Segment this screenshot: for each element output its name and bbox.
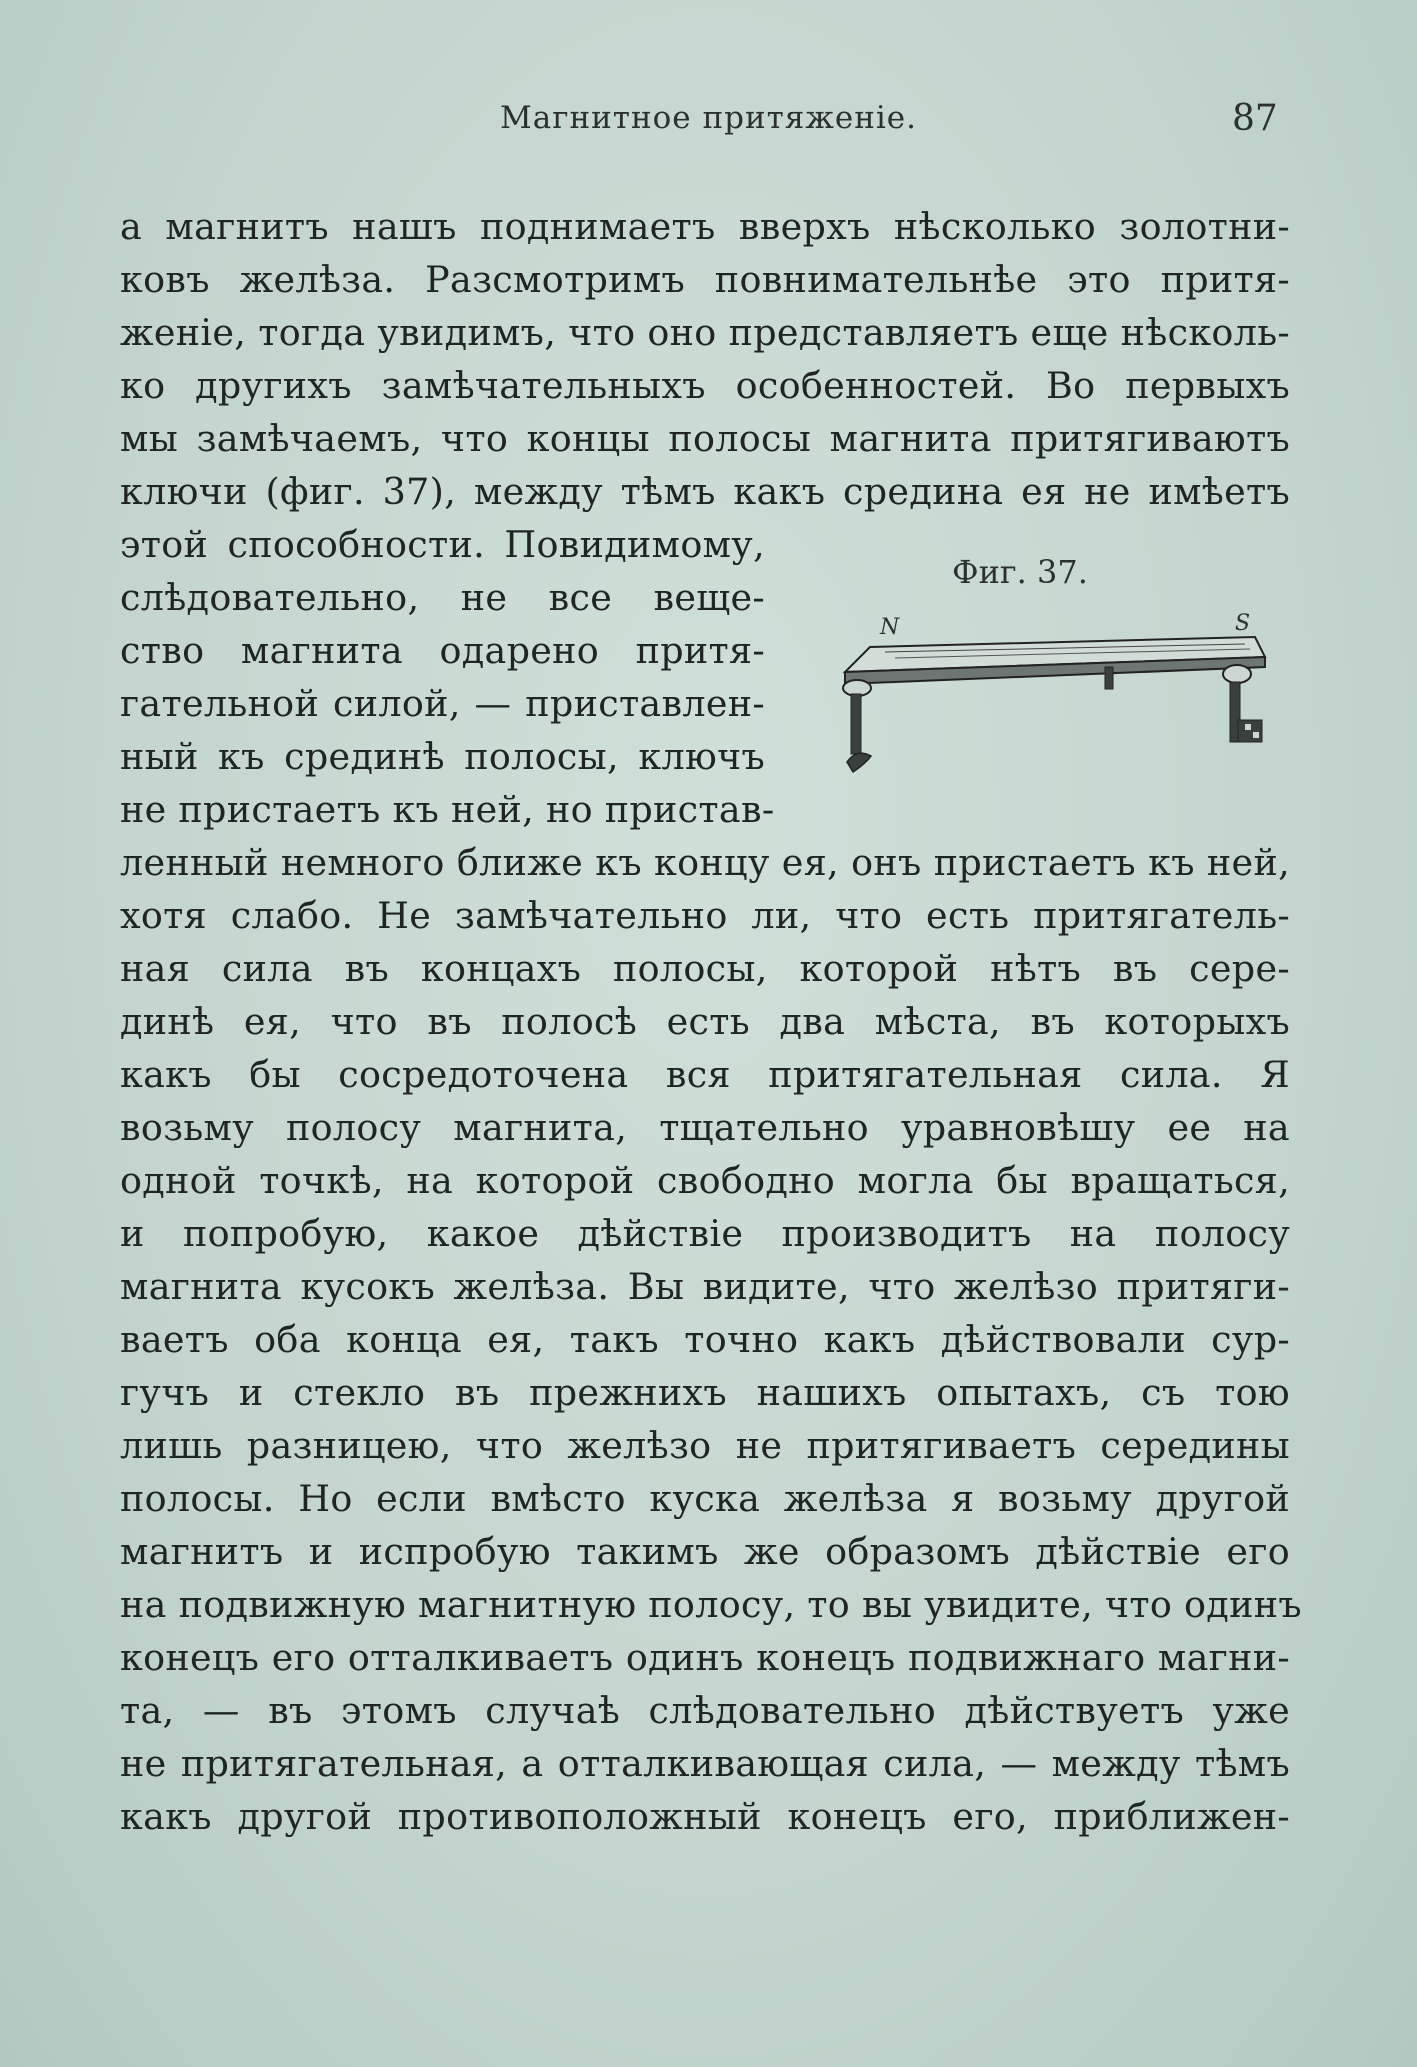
text-line: слѣдовательно, не все веще-	[120, 576, 765, 619]
text-line: какъ другой противоположный конецъ его, приближен-	[120, 1795, 1290, 1838]
text-line: ная сила въ концахъ полосы, которой нѣтъ въ серe-	[120, 947, 1290, 990]
left-key-bit	[847, 753, 871, 772]
right-key-bit	[1238, 720, 1262, 742]
text-line: хотя слабо. Не замѣчательно ли, что есть притягатель-	[120, 894, 1290, 937]
figure-caption: Фиг. 37.	[952, 553, 1088, 591]
text-line: гательной силой, — приставлен-	[120, 682, 765, 725]
text-line: полосы. Но если вмѣсто куска желѣза я возьму другой	[120, 1477, 1290, 1520]
text-line: женіе, тогда увидимъ, что оно представляетъ еще нѣсколь-	[120, 311, 1290, 354]
middle-key	[1105, 667, 1113, 689]
text-line: конецъ его отталкиваетъ одинъ конецъ подвижнаго магни-	[120, 1636, 1290, 1679]
text-line: лишь разницею, что желѣзо не притягиваетъ середины	[120, 1424, 1290, 1467]
text-line: ный къ срединѣ полосы, ключъ	[120, 735, 765, 778]
text-line: та, — въ этомъ случаѣ слѣдовательно дѣйствуетъ уже	[120, 1689, 1290, 1732]
text-line: ковъ желѣза. Разсмотримъ повнимательнѣе это притя-	[120, 258, 1290, 301]
text-line: ключи (фиг. 37), между тѣмъ какъ средина ея не имѣетъ	[120, 470, 1290, 513]
text-line: какъ бы сосредоточена вся притягательная сила. Я	[120, 1053, 1290, 1096]
text-line: мы замѣчаемъ, что концы полосы магнита притягиваютъ	[120, 417, 1290, 460]
page-number: 87	[1232, 98, 1278, 139]
text-line: магнита кусокъ желѣза. Вы видите, что желѣзо притяги-	[120, 1265, 1290, 1308]
text-line: а магнитъ нашъ поднимаетъ вверхъ нѣсколько золотни-	[120, 205, 1290, 248]
text-line: ваетъ оба конца ея, такъ точно какъ дѣйствовали сур-	[120, 1318, 1290, 1361]
text-line: и попробую, какое дѣйствіе производитъ на полосу	[120, 1212, 1290, 1255]
text-line: ство магнита одарено притя-	[120, 629, 765, 672]
text-line: на подвижную магнитную полосу, то вы увидите, что одинъ	[120, 1583, 1302, 1626]
label-north: N	[880, 615, 900, 640]
text-line: динѣ ея, что въ полосѣ есть два мѣста, въ которыхъ	[120, 1000, 1290, 1043]
left-key-shaft	[851, 694, 861, 754]
magnet-keys-illustration	[825, 612, 1275, 792]
text-line: этой способности. Повидимому,	[120, 523, 765, 566]
text-line: магнитъ и испробую такимъ же образомъ дѣйствіе его	[120, 1530, 1290, 1573]
text-line: не притягательная, а отталкивающая сила, — между тѣмъ	[120, 1742, 1290, 1785]
text-line: ленный немного ближе къ концу ея, онъ пристаетъ къ ней,	[120, 841, 1290, 884]
text-line: не пристаетъ къ ней, но пристав-	[120, 788, 775, 831]
text-line: ко другихъ замѣчательныхъ особенностей. Во первыхъ	[120, 364, 1290, 407]
right-key-ring	[1223, 665, 1251, 683]
text-line: одной точкѣ, на которой свободно могла бы вращаться,	[120, 1159, 1290, 1202]
label-south: S	[1235, 612, 1251, 636]
text-line: гучъ и стекло въ прежнихъ нашихъ опытахъ, съ тою	[120, 1371, 1290, 1414]
text-line: возьму полосу магнита, тщательно уравновѣшу ее на	[120, 1106, 1290, 1149]
running-head: Магнитное притяженіе.	[500, 100, 917, 136]
